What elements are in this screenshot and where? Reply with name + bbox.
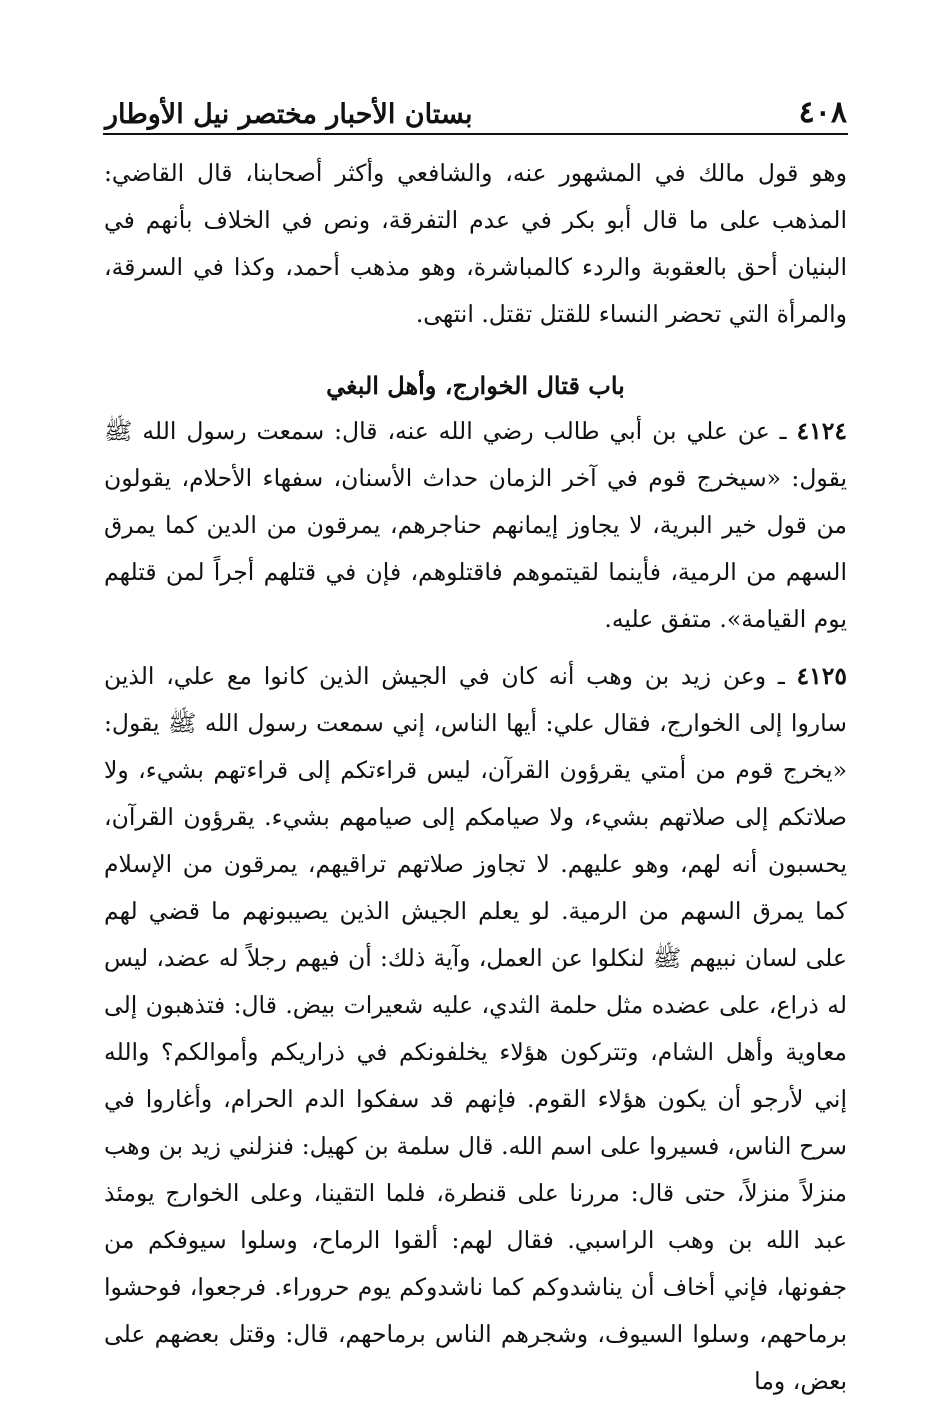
page-number: ٤٠٨ (798, 95, 847, 130)
header-divider (103, 133, 848, 135)
chapter-heading: باب قتال الخوارج، وأهل البغي (326, 371, 625, 400)
hadith-number: ٤١٢٥ (796, 662, 847, 690)
hadith-paragraph-4124 (104, 408, 847, 643)
page-header (105, 82, 847, 128)
hadith-text: ـ عن علي بن أبي طالب رضي الله عنه، قال: سمعت رسول الله ﷺ يقول: «سيخرج قوم في آخر الزمان حداث الأسنان، سفهاء الأحلام، يقولون من قول خير البرية، لا يجاوز إيمانهم حناجرهم، يمرقون من الدين كما يمرق السهم من الرمية، فأينما لقيتموهم فاقتلوهم، فإن في قتلهم أجراً لمن قتلهم يوم القيامة». متفق عليه. (104, 417, 847, 633)
spacer (104, 338, 847, 364)
hadith-paragraph-4125 (104, 653, 847, 1405)
spacer (104, 643, 847, 653)
intro-paragraph: وهو قول مالك في المشهور عنه، والشافعي وأكثر أصحابنا، قال القاضي: المذهب على ما قال أبو بكر في عدم التفرقة، ونص في الخلاف بأنهم في البنيان أحق بالعقوبة والردء كالمباشرة، وهو مذهب أحمد، وكذا في السرقة، والمرأة التي تحضر النساء للقتل تقتل. انتهى. (104, 159, 847, 328)
page-body (104, 150, 847, 1405)
hadith-text: ـ وعن زيد بن وهب أنه كان في الجيش الذين كانوا مع علي، الذين ساروا إلى الخوارج، فقال علي: أيها الناس، إني سمعت رسول الله ﷺ يقول: «يخرج قوم من أمتي يقرؤون القرآن، ليس قراءتكم إلى قراءتهم بشيء، ولا صلاتكم إلى صلاتهم بشيء، ولا صيامكم إلى صيامهم بشيء. يقرؤون القرآن، يحسبون أنه لهم، وهو عليهم. لا تجاوز صلاتهم تراقيهم، يمرقون من الإسلام كما يمرق السهم من الرمية. لو يعلم الجيش الذين يصيبونهم ما قضي لهم على لسان نبيهم ﷺ لنكلوا عن العمل، وآية ذلك: أن فيهم رجلاً له عضد، ليس له ذراع، على عضده مثل حلمة الثدي، عليه شعيرات بيض. قال: فتذهبون إلى معاوية وأهل الشام، وتتركون هؤلاء يخلفونكم في ذراريكم وأموالكم؟ والله إني لأرجو أن يكون هؤلاء القوم. فإنهم قد سفكوا الدم الحرام، وأغاروا في سرح الناس، فسيروا على اسم الله. قال سلمة بن كهيل: فنزلني زيد بن وهب منزلاً منزلاً، حتى قال: مررنا على قنطرة، فلما التقينا، وعلى الخوارج يومئذ عبد الله بن وهب الراسبي. فقال لهم: ألقوا الرماح، وسلوا سيوفكم من جفونها، فإني أخاف أن يناشدوكم كما ناشدوكم يوم حروراء. فرجعوا، فوحشوا برماحهم، وسلوا السيوف، وشجرهم الناس برماحهم، قال: وقتل بعضهم على بعض، وما (104, 662, 847, 1395)
hadith-number: ٤١٢٤ (796, 417, 847, 445)
book-title: بستان الأحبار مختصر نيل الأوطار (105, 99, 473, 130)
